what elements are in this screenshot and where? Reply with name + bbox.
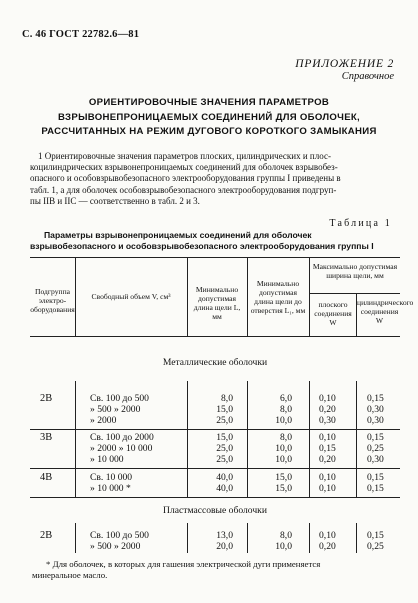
footnote bbox=[32, 559, 392, 582]
length-cell: 20,0 bbox=[216, 541, 233, 552]
cyl-width-cell: 0,30 bbox=[367, 454, 384, 465]
length-cell: 15,0 bbox=[216, 432, 233, 443]
length-cell: 25,0 bbox=[216, 454, 233, 465]
flat-width-cell: 0,10 bbox=[319, 530, 336, 541]
title-line: ОРИЕНТИРОВОЧНЫЕ ЗНАЧЕНИЯ ПАРАМЕТРОВ bbox=[88, 97, 330, 108]
footnote-line: минеральное масло. bbox=[32, 570, 108, 581]
length-hole-cell: 10,0 bbox=[275, 415, 292, 426]
length-hole-cell: 15,0 bbox=[275, 483, 292, 494]
length-cell: 25,0 bbox=[216, 415, 233, 426]
intro-line: опасного и особовзрывобезопасного электрооборудования группы I приведены в bbox=[30, 173, 341, 184]
flat-width-cell: 0,10 bbox=[319, 432, 336, 443]
section-title: Металлические оболочки bbox=[162, 357, 268, 368]
header-subgroup: Подгруппа электро-оборудования bbox=[30, 287, 75, 314]
length-hole-cell: 15,0 bbox=[275, 472, 292, 483]
column-divider bbox=[356, 381, 357, 497]
flat-width-cell: 0,10 bbox=[319, 393, 336, 404]
volume-cell: » 2000 » 10 000 bbox=[90, 443, 153, 454]
title-line: ВЗРЫВОНЕПРОНИЦАЕМЫХ СОЕДИНЕНИЙ ДЛЯ ОБОЛОЧЕК, bbox=[57, 111, 361, 123]
appendix-title: ПРИЛОЖЕНИЕ 2 bbox=[295, 58, 394, 70]
length-cell: 25,0 bbox=[216, 443, 233, 454]
volume-cell: » 500 » 2000 bbox=[90, 404, 141, 415]
column-divider bbox=[247, 257, 248, 336]
header-min-length-hole: Минимально допустимая длина щели до отверстия L₁, мм bbox=[250, 279, 306, 315]
column-divider bbox=[309, 381, 310, 497]
cyl-width-cell: 0,30 bbox=[367, 404, 384, 415]
group-rule bbox=[30, 468, 400, 469]
volume-cell: Св. 100 до 2000 bbox=[90, 432, 154, 443]
table-caption bbox=[30, 230, 396, 252]
length-hole-cell: 8,0 bbox=[280, 530, 292, 541]
volume-cell: » 500 » 2000 bbox=[90, 541, 141, 552]
column-divider bbox=[187, 381, 188, 497]
length-hole-cell: 8,0 bbox=[280, 432, 292, 443]
appendix-label bbox=[295, 58, 394, 82]
flat-width-cell: 0,20 bbox=[319, 454, 336, 465]
flat-width-cell: 0,30 bbox=[319, 415, 336, 426]
length-cell: 40,0 bbox=[216, 483, 233, 494]
column-divider bbox=[75, 523, 76, 553]
group-rule bbox=[30, 497, 400, 498]
column-divider bbox=[187, 523, 188, 553]
group-name: 2В bbox=[40, 530, 53, 541]
header-bottom-rule bbox=[30, 336, 400, 337]
title-line: РАССЧИТАННЫХ НА РЕЖИМ ДУГОВОГО КОРОТКОГО ЗАМЫКАНИЯ bbox=[41, 126, 377, 137]
cyl-width-cell: 0,25 bbox=[367, 541, 384, 552]
volume-cell: » 10 000 bbox=[90, 454, 124, 465]
column-divider bbox=[247, 381, 248, 497]
appendix-subtitle: Справочное bbox=[341, 71, 394, 82]
flat-width-cell: 0,20 bbox=[319, 541, 336, 552]
length-cell: 8,0 bbox=[221, 393, 233, 404]
length-hole-cell: 10,0 bbox=[275, 541, 292, 552]
group-rule bbox=[30, 429, 400, 430]
length-hole-cell: 10,0 bbox=[275, 454, 292, 465]
column-divider bbox=[75, 257, 76, 336]
header-flat: плоского соединения W bbox=[314, 300, 352, 327]
intro-line: табл. 1, а для оболочек особовзрывобезопасного электрооборудования подгруп- bbox=[30, 184, 337, 195]
intro-line: пы IIB и IIC — соответственно в табл. 2 и 3. bbox=[30, 195, 200, 206]
length-hole-cell: 6,0 bbox=[280, 393, 292, 404]
caption-line: взрывобезопасного и особовзрывобезопасного электрооборудования группы I bbox=[30, 241, 374, 251]
page-header: С. 46 ГОСТ 22782.6—81 bbox=[22, 29, 140, 40]
column-divider bbox=[356, 523, 357, 553]
header-volume: Свободный объем V, см³ bbox=[91, 292, 171, 301]
document-title bbox=[28, 96, 390, 140]
cyl-width-cell: 0,15 bbox=[367, 432, 384, 443]
table-label: Таблица 1 bbox=[329, 218, 392, 229]
volume-cell: » 2000 bbox=[90, 415, 117, 426]
length-hole-cell: 10,0 bbox=[275, 443, 292, 454]
group-name: 2В bbox=[40, 393, 53, 404]
header-min-length: Минимально допустимая длина щели L, мм bbox=[193, 285, 241, 321]
caption-line: Параметры взрывонепроницаемых соединений для оболочек bbox=[44, 230, 312, 240]
column-divider bbox=[187, 257, 188, 336]
header-cylindrical: цилиндрического соединения W bbox=[357, 298, 414, 325]
length-hole-cell: 8,0 bbox=[280, 404, 292, 415]
cyl-width-cell: 0,25 bbox=[367, 443, 384, 454]
footnote-line: * Для оболочек, в которых для гашения электрической дуги применяется bbox=[46, 559, 321, 569]
header-max-width: Максимально допустимая ширина щели, мм bbox=[312, 262, 398, 280]
cyl-width-cell: 0,15 bbox=[367, 483, 384, 494]
intro-line: коцилиндрических взрывонепроницаемых соединений для оболочек взрывобез- bbox=[30, 162, 338, 173]
length-cell: 40,0 bbox=[216, 472, 233, 483]
flat-width-cell: 0,15 bbox=[319, 443, 336, 454]
volume-cell: Св. 100 до 500 bbox=[90, 530, 149, 541]
column-divider bbox=[247, 523, 248, 553]
flat-width-cell: 0,20 bbox=[319, 404, 336, 415]
column-divider bbox=[309, 523, 310, 553]
intro-paragraph bbox=[30, 151, 398, 207]
group-name: 4В bbox=[40, 472, 53, 483]
volume-cell: Св. 100 до 500 bbox=[90, 393, 149, 404]
column-divider bbox=[75, 381, 76, 497]
cyl-width-cell: 0,15 bbox=[367, 472, 384, 483]
table-top-rule bbox=[30, 257, 400, 258]
cyl-width-cell: 0,30 bbox=[367, 415, 384, 426]
volume-cell: Св. 10 000 bbox=[90, 472, 133, 483]
cyl-width-cell: 0,15 bbox=[367, 393, 384, 404]
volume-cell: » 10 000 * bbox=[90, 483, 131, 494]
flat-width-cell: 0,10 bbox=[319, 472, 336, 483]
flat-width-cell: 0,10 bbox=[319, 483, 336, 494]
intro-line: 1 Ориентировочные значения параметров плоских, цилиндрических и плос- bbox=[38, 151, 331, 161]
subheader-rule bbox=[309, 293, 400, 294]
length-cell: 13,0 bbox=[216, 530, 233, 541]
group-name: 3В bbox=[40, 432, 53, 443]
cyl-width-cell: 0,15 bbox=[367, 530, 384, 541]
section-title: Пластмассовые оболочки bbox=[163, 505, 267, 516]
length-cell: 15,0 bbox=[216, 404, 233, 415]
